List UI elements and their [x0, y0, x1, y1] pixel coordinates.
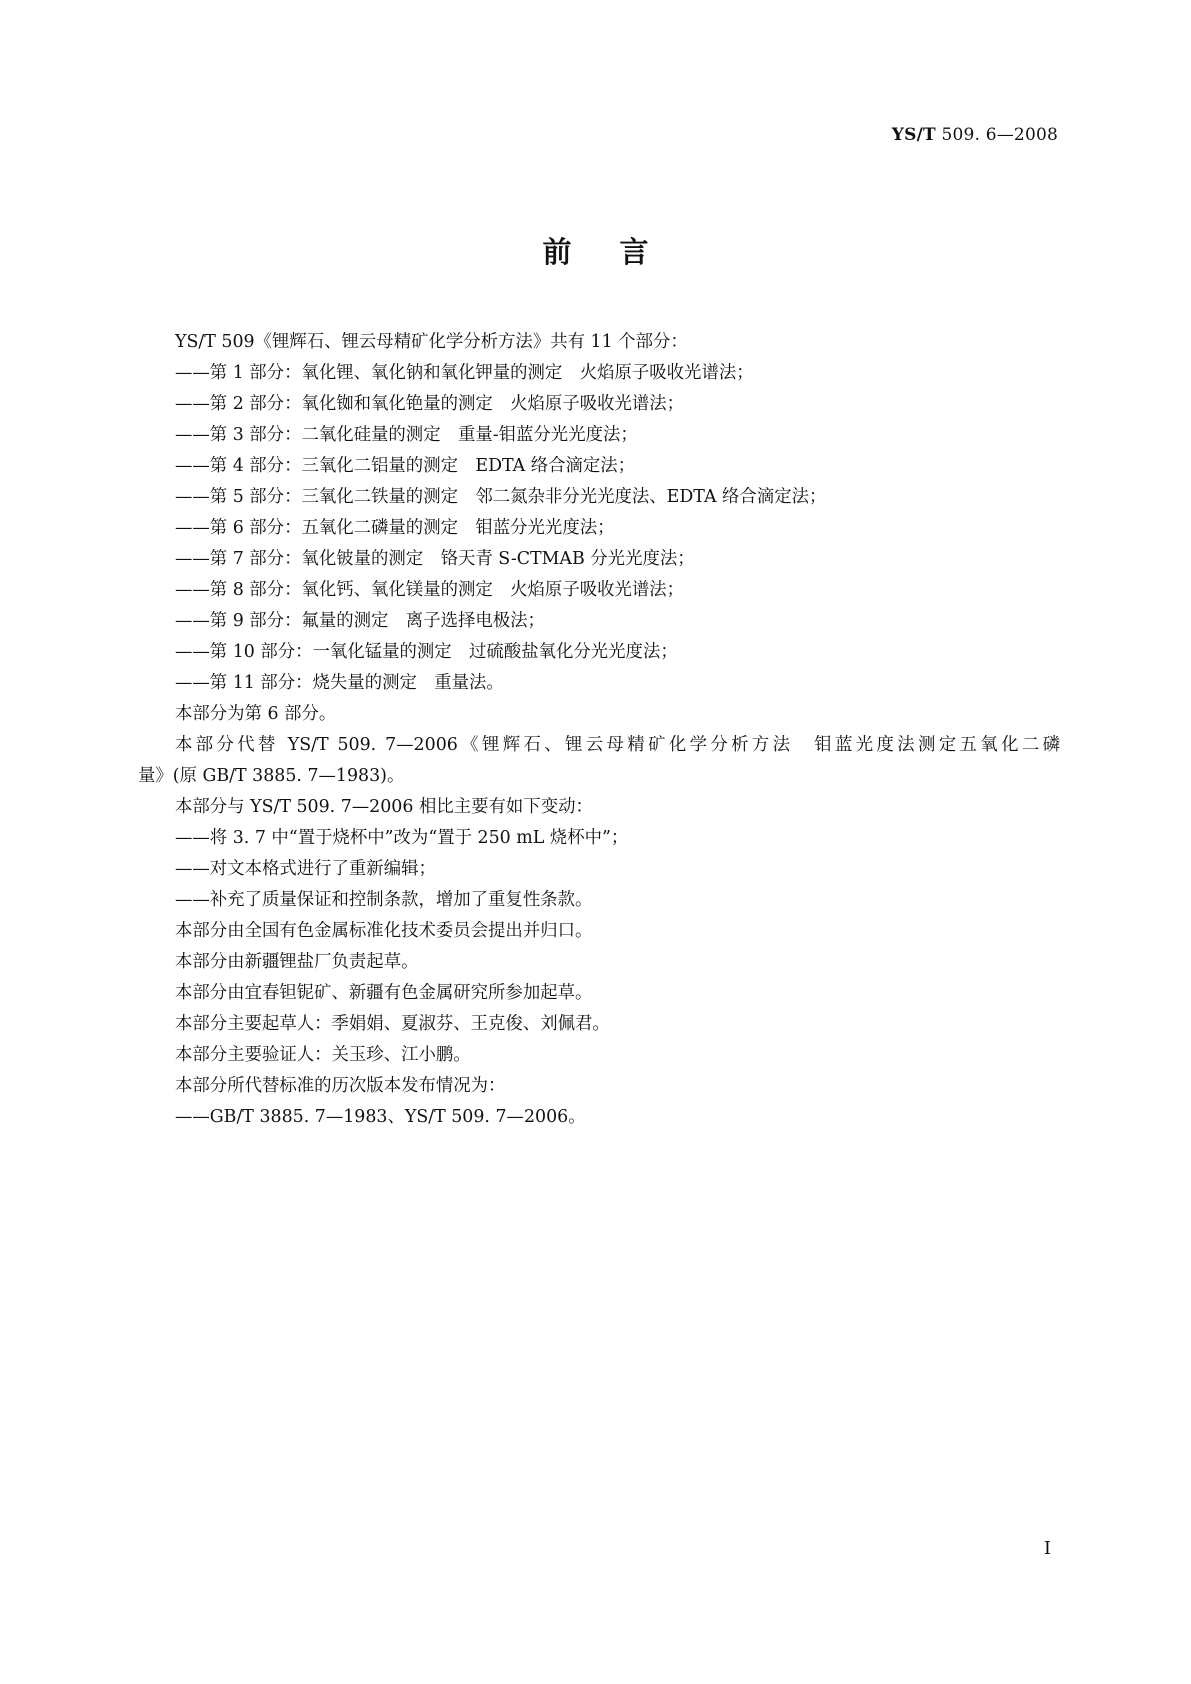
list-item: ——第 10 部分：一氧化锰量的测定 过硫酸盐氧化分光光度法；	[175, 642, 678, 662]
paragraph-continuation: 量》(原 GB/T 3885. 7—1983)。	[138, 766, 405, 786]
list-item: ——第 11 部分：烧失量的测定 重量法。	[175, 673, 504, 693]
paragraph: YS/T 509《锂辉石、锂云母精矿化学分析方法》共有 11 个部分：	[175, 332, 688, 352]
list-item: ——第 6 部分：五氧化二磷量的测定 钼蓝分光光度法；	[175, 518, 615, 538]
foreword-body	[138, 327, 1060, 1133]
list-item: ——第 4 部分：三氧化二铝量的测定 EDTA 络合滴定法；	[175, 456, 636, 476]
list-item: ——将 3. 7 中“置于烧杯中”改为“置于 250 mL 烧杯中”；	[175, 828, 629, 848]
page-title: 前言	[542, 235, 697, 269]
list-item: ——第 2 部分：氧化铷和氧化铯量的测定 火焰原子吸收光谱法；	[175, 394, 685, 414]
list-item: ——第 9 部分：氟量的测定 离子选择电极法；	[175, 611, 545, 631]
list-item: ——第 3 部分：二氧化硅量的测定 重量-钼蓝分光光度法；	[175, 425, 638, 445]
list-item: ——GB/T 3885. 7—1983、YS/T 509. 7—2006。	[175, 1107, 586, 1127]
page-number: I	[1043, 1538, 1051, 1559]
paragraph: 本部分代替 YS/T 509. 7—2006《锂辉石、锂云母精矿化学分析方法 钼蓝光度法测定五氧化二磷	[175, 735, 1060, 755]
standard-code-prefix: YS/T	[891, 125, 936, 145]
list-item: ——第 8 部分：氧化钙、氧化镁量的测定 火焰原子吸收光谱法；	[175, 580, 685, 600]
paragraph: 本部分由全国有色金属标准化技术委员会提出并归口。	[175, 921, 593, 941]
paragraph: 本部分主要起草人：季娟娟、夏淑芬、王克俊、刘佩君。	[175, 1014, 610, 1034]
paragraph: 本部分由新疆锂盐厂负责起草。	[175, 952, 419, 972]
paragraph: 本部分由宜春钽铌矿、新疆有色金属研究所参加起草。	[175, 983, 593, 1003]
paragraph: 本部分所代替标准的历次版本发布情况为：	[175, 1076, 506, 1096]
list-item: ——对文本格式进行了重新编辑；	[175, 859, 436, 879]
list-item: ——第 7 部分：氧化铍量的测定 铬天青 S-CTMAB 分光光度法；	[175, 549, 695, 569]
list-item: ——第 1 部分：氧化锂、氧化钠和氧化钾量的测定 火焰原子吸收光谱法；	[175, 363, 754, 383]
standard-code-number: 509. 6—2008	[935, 125, 1058, 145]
paragraph: 本部分主要验证人：关玉珍、江小鹏。	[175, 1045, 471, 1065]
list-item: ——补充了质量保证和控制条款，增加了重复性条款。	[175, 890, 593, 910]
paragraph: 本部分与 YS/T 509. 7—2006 相比主要有如下变动：	[175, 797, 593, 817]
paragraph: 本部分为第 6 部分。	[175, 704, 337, 724]
standard-code-header	[892, 125, 1058, 145]
list-item: ——第 5 部分：三氧化二铁量的测定 邻二氮杂非分光光度法、EDTA 络合滴定法；	[175, 487, 827, 507]
